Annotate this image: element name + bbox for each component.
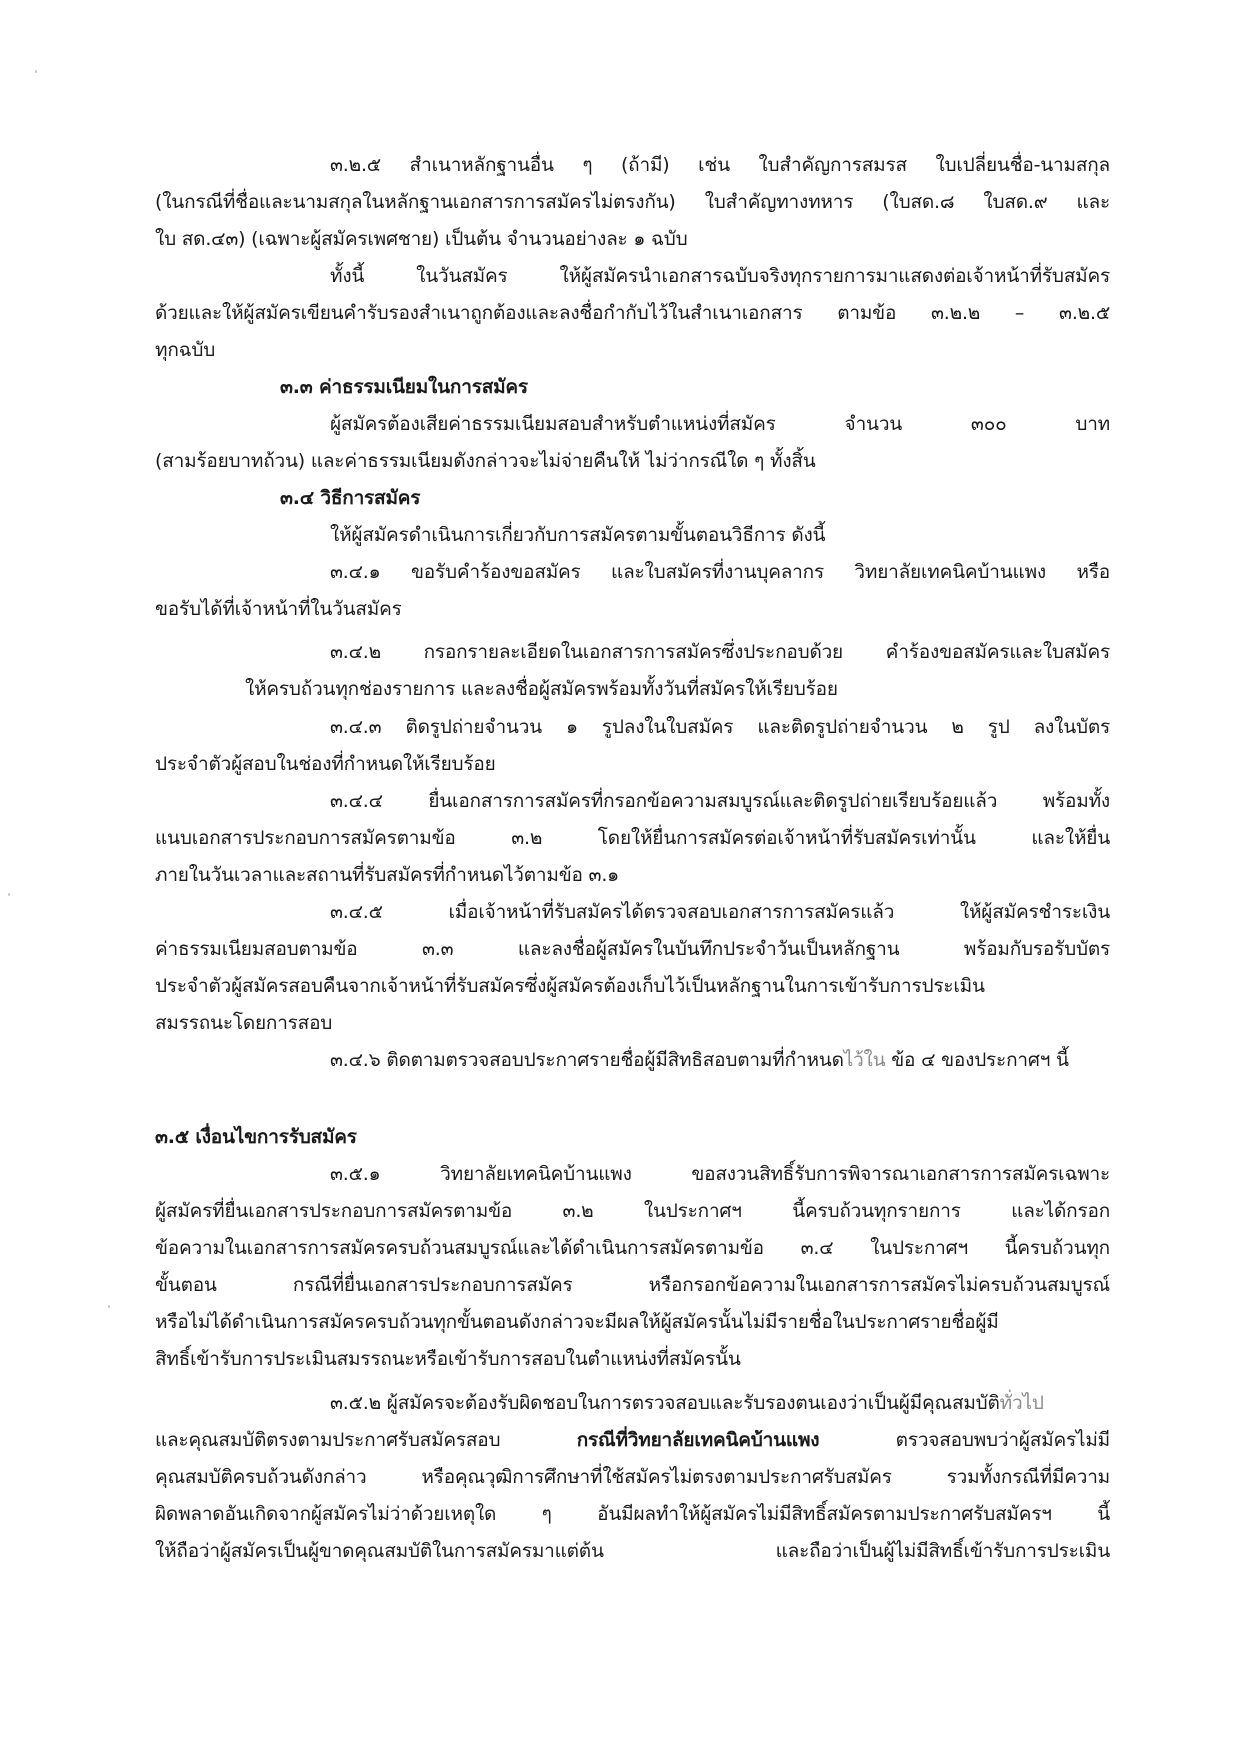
item-3-5-1-line: ขั้นตอน กรณีที่ยื่นเอกสารประกอบการสมัคร หรือกรอกข้อความในเอกสารการสมัครไม่ครบถ้วนสมบูรณ์: [155, 1274, 1110, 1296]
para-3-3-line: (สามร้อยบาทถ้วน) และค่าธรรมเนียมดังกล่าวจะไม่จ่ายคืนให้ ไม่ว่ากรณีใด ๆ ทั้งสิ้น: [155, 450, 816, 472]
item-3-5-2-text: ตรวจสอบพบว่าผู้สมัครไม่มี: [819, 1429, 1110, 1451]
item-3-5-1-line: สิทธิ์เข้ารับการประเมินสมรรถนะหรือเข้ารับการสอบในตำแหน่งที่สมัครนั้น: [155, 1348, 741, 1370]
item-3-4-1-line: ขอรับได้ที่เจ้าหน้าที่ในวันสมัคร: [155, 598, 402, 620]
item-3-4-6-text: ข้อ ๔ ของประกาศฯ นี้: [885, 1049, 1069, 1071]
item-3-4-6-line: [155, 1047, 1110, 1073]
scan-speck: [8, 893, 10, 896]
item-3-4-2-line: ๓.๔.๒ กรอกรายละเอียดในเอกสารการสมัครซึ่งประกอบด้วย คำร้องขอสมัครและใบสมัคร: [330, 641, 1110, 663]
item-3-5-1-line: ข้อความในเอกสารการสมัครครบถ้วนสมบูรณ์และได้ดำเนินการสมัครตามข้อ ๓.๔ ในประกาศฯ นี้ครบถ้วนทุก: [155, 1237, 1110, 1259]
para-3-2-5-line: (ในกรณีที่ชื่อและนามสกุลในหลักฐานเอกสารการสมัครไม่ตรงกัน) ใบสำคัญทางทหาร (ใบสด.๘ ใบสด.๙ และ: [155, 191, 1110, 213]
para-3-2-5-line: ๓.๒.๕ สำเนาหลักฐานอื่น ๆ (ถ้ามี) เช่น ใบสำคัญการสมรส ใบเปลี่ยนชื่อ-นามสกุล: [330, 154, 1110, 176]
scan-speck: [35, 70, 37, 73]
item-3-4-3-line: ๓.๔.๓ ติดรูปถ่ายจำนวน ๑ รูปลงในใบสมัคร และติดรูปถ่ายจำนวน ๒ รูป ลงในบัตร: [330, 716, 1110, 738]
item-3-5-2-text: และคุณสมบัติตรงตามประกาศรับสมัครสอบ: [155, 1429, 577, 1451]
item-3-4-5-line: ค่าธรรมเนียมสอบตามข้อ ๓.๓ และลงชื่อผู้สมัครในบันทึกประจำวันเป็นหลักฐาน พร้อมกับรอรับบัตร: [155, 938, 1110, 960]
item-3-4-6-faded-text: ไว้ใน: [843, 1049, 886, 1071]
item-3-4-3-line: ประจำตัวผู้สอบในช่องที่กำหนดให้เรียบร้อย: [155, 753, 496, 775]
item-3-5-2-line: คุณสมบัติครบถ้วนดังกล่าว หรือคุณวุฒิการศึกษาที่ใช้สมัครไม่ตรงตามประกาศรับสมัคร รวมทั้งกรณีที่มีความ: [155, 1466, 1110, 1488]
section-heading-3-4: ๓.๔ วิธีการสมัคร: [280, 487, 421, 509]
section-heading-3-5: ๓.๕ เงื่อนไขการรับสมัคร: [155, 1126, 357, 1148]
item-3-5-2-text: ๓.๕.๒ ผู้สมัครจะต้องรับผิดชอบในการตรวจสอบและรับรองตนเองว่าเป็นผู้มีคุณสมบัติ: [330, 1392, 1000, 1414]
item-3-5-2-faded-text: ทั่วไป: [999, 1392, 1044, 1414]
item-3-4-4-line: ภายในวันเวลาและสถานที่รับสมัครที่กำหนดไว้ตามข้อ ๓.๑: [155, 864, 620, 886]
para-note-line: ด้วยและให้ผู้สมัครเขียนคำรับรองสำเนาถูกต้องและลงชื่อกำกับไว้ในสำเนาเอกสาร ตามข้อ ๓.๒.๒ – ๓.๒.๕: [155, 302, 1110, 324]
section-heading-3-3: ๓.๓ ค่าธรรมเนียมในการสมัคร: [280, 376, 528, 398]
item-3-4-6-text: ๓.๔.๖ ติดตามตรวจสอบประกาศรายชื่อผู้มีสิทธิสอบตามที่กำหนด: [330, 1049, 844, 1071]
item-3-4-4-line: ๓.๔.๔ ยื่นเอกสารการสมัครที่กรอกข้อความสมบูรณ์และติดรูปถ่ายเรียบร้อยแล้ว พร้อมทั้ง: [330, 790, 1110, 812]
item-3-4-4-line: แนบเอกสารประกอบการสมัครตามข้อ ๓.๒ โดยให้ยื่นการสมัครต่อเจ้าหน้าที่รับสมัครเท่านั้น และให้ยื่น: [155, 827, 1110, 849]
para-3-4-intro: ให้ผู้สมัครดำเนินการเกี่ยวกับการสมัครตามขั้นตอนวิธีการ ดังนี้: [330, 524, 826, 546]
item-3-5-2-line: [155, 1390, 1110, 1416]
item-3-5-1-line: หรือไม่ได้ดำเนินการสมัครครบถ้วนทุกขั้นตอนดังกล่าวจะมีผลให้ผู้สมัครนั้นไม่มีรายชื่อในประกาศรายชื่อผู้มี: [155, 1311, 999, 1333]
item-3-5-2-line: ให้ถือว่าผู้สมัครเป็นผู้ขาดคุณสมบัติในการสมัครมาแต่ต้น และถือว่าเป็นผู้ไม่มีสิทธิ์เข้ารับการประเมิน: [155, 1540, 1110, 1562]
item-3-4-2-line: ให้ครบถ้วนทุกช่องรายการ และลงชื่อผู้สมัครพร้อมทั้งวันที่สมัครให้เรียบร้อย: [245, 678, 838, 700]
item-3-5-1-line: ๓.๕.๑ วิทยาลัยเทคนิคบ้านแพง ขอสงวนสิทธิ์รับการพิจารณาเอกสารการสมัครเฉพาะ: [330, 1163, 1110, 1185]
item-3-5-1-line: ผู้สมัครที่ยื่นเอกสารประกอบการสมัครตามข้อ ๓.๒ ในประกาศฯ นี้ครบถ้วนทุกรายการ และได้กรอก: [155, 1200, 1110, 1222]
item-3-4-5-line: สมรรถนะโดยการสอบ: [155, 1012, 333, 1034]
para-note-line: ทุกฉบับ: [155, 339, 216, 361]
item-3-5-2-line: [155, 1427, 1110, 1453]
item-3-4-5-line: ๓.๔.๕ เมื่อเจ้าหน้าที่รับสมัครได้ตรวจสอบเอกสารการสมัครแล้ว ให้ผู้สมัครชำระเงิน: [330, 901, 1110, 923]
para-3-3-line: ผู้สมัครต้องเสียค่าธรรมเนียมสอบสำหรับตำแหน่งที่สมัคร จำนวน ๓๐๐ บาท: [330, 413, 1110, 435]
para-note-line: ทั้งนี้ ในวันสมัคร ให้ผู้สมัครนำเอกสารฉบับจริงทุกรายการมาแสดงต่อเจ้าหน้าที่รับสมัคร: [330, 265, 1110, 287]
item-3-5-2-bold-text: กรณีที่วิทยาลัยเทคนิคบ้านแพง: [576, 1429, 820, 1451]
item-3-5-2-line: ผิดพลาดอันเกิดจากผู้สมัครไม่ว่าด้วยเหตุใด ๆ อันมีผลทำให้ผู้สมัครไม่มีสิทธิ์สมัครตามประกาศรับสมัครฯ นี้: [155, 1503, 1110, 1525]
item-3-4-1-line: ๓.๔.๑ ขอรับคำร้องขอสมัคร และใบสมัครที่งานบุคลากร วิทยาลัยเทคนิคบ้านแพง หรือ: [330, 561, 1110, 583]
para-3-2-5-line: ใบ สด.๔๓) (เฉพาะผู้สมัครเพศชาย) เป็นต้น จำนวนอย่างละ ๑ ฉบับ: [155, 228, 688, 250]
scan-speck: [108, 1305, 110, 1308]
item-3-4-5-line: ประจำตัวผู้สมัครสอบคืนจากเจ้าหน้าที่รับสมัครซึ่งผู้สมัครต้องเก็บไว้เป็นหลักฐานในการเข้ารับการประเมิน: [155, 975, 985, 997]
